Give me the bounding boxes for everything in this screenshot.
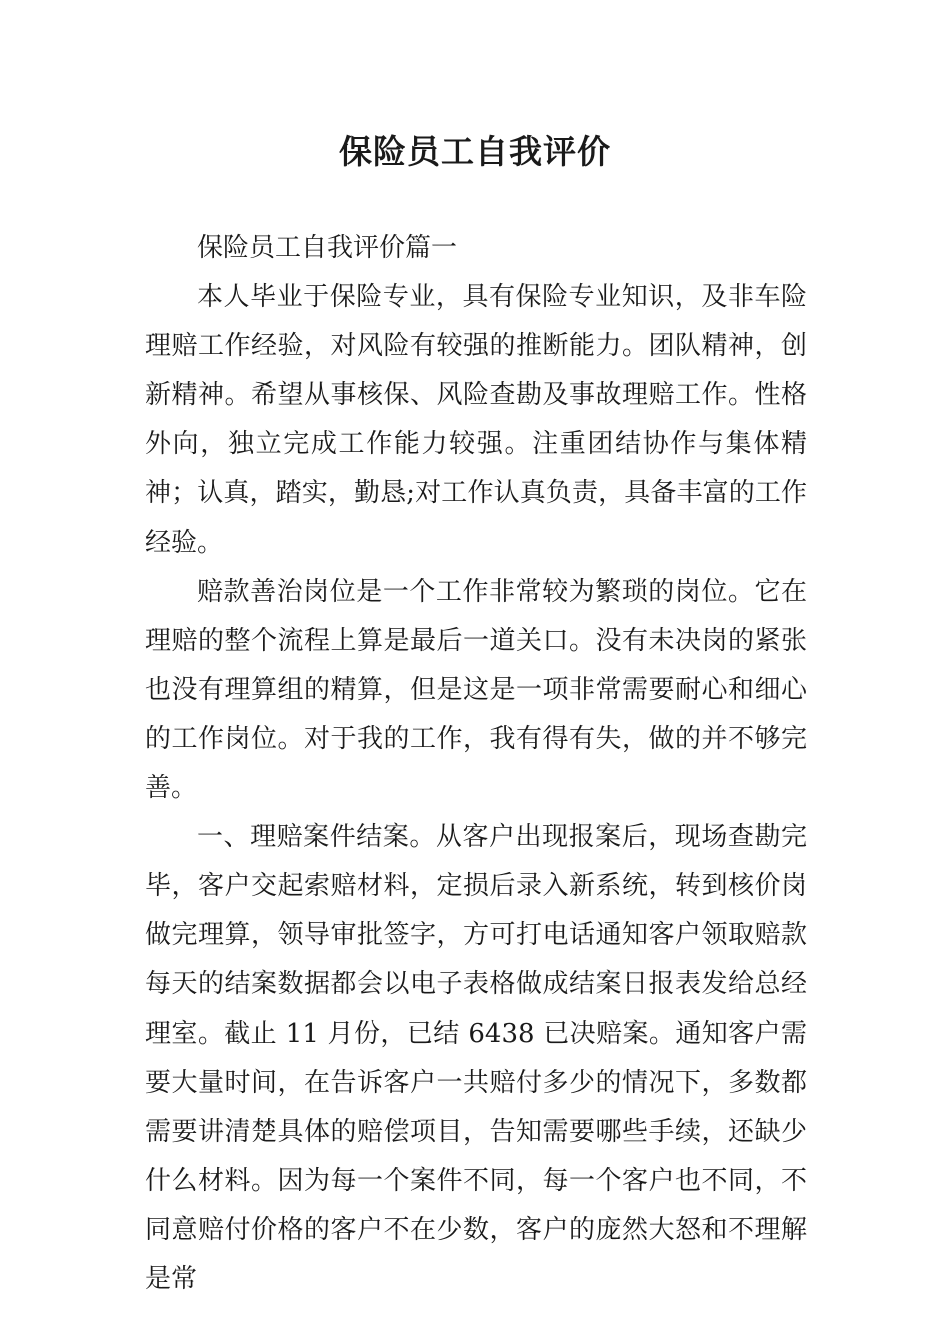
- paragraph-1: 本人毕业于保险专业，具有保险专业知识，及非车险理赔工作经验，对风险有较强的推断能力。团队精神，创新精神。希望从事核保、风险查勘及事故理赔工作。性格外向，独立完成工作能力较强。注重团结协作与集体精神；认真，踏实，勤恳;对工作认真负责，具备丰富的工作经验。: [145, 282, 807, 558]
- section-heading: 保险员工自我评价篇一: [197, 233, 458, 263]
- document-title: 保险员工自我评价: [339, 132, 611, 171]
- paragraph-2: 赔款善治岗位是一个工作非常较为繁琐的岗位。它在理赔的整个流程上算是最后一道关口。没有未决岗的紧张也没有理算组的精算，但是这是一项非常需要耐心和细心的工作岗位。对于我的工作，我有得有失，做的并不够完善。: [145, 576, 807, 804]
- document-body: [145, 224, 807, 1304]
- paragraph-3: 一、理赔案件结案。从客户出现报案后，现场查勘完毕，客户交起索赔材料，定损后录入新系统，转到核价岗做完理算，领导审批签字，方可打电话通知客户领取赔款每天的结案数据都会以电子表格做成结案日报表发给总经理室。截止 11 月份，已结 6438 已决赔案。通知客户需要大量时间，在告诉客户一共赔付多少的情况下，多数都需要讲清楚具体的赔偿项目，告知需要哪些手续，还缺少什么材料。因为每一个案件不同，每一个客户也不同，不同意赔付价格的客户不在少数，客户的庞然大怒和不理解是常: [145, 822, 807, 1294]
